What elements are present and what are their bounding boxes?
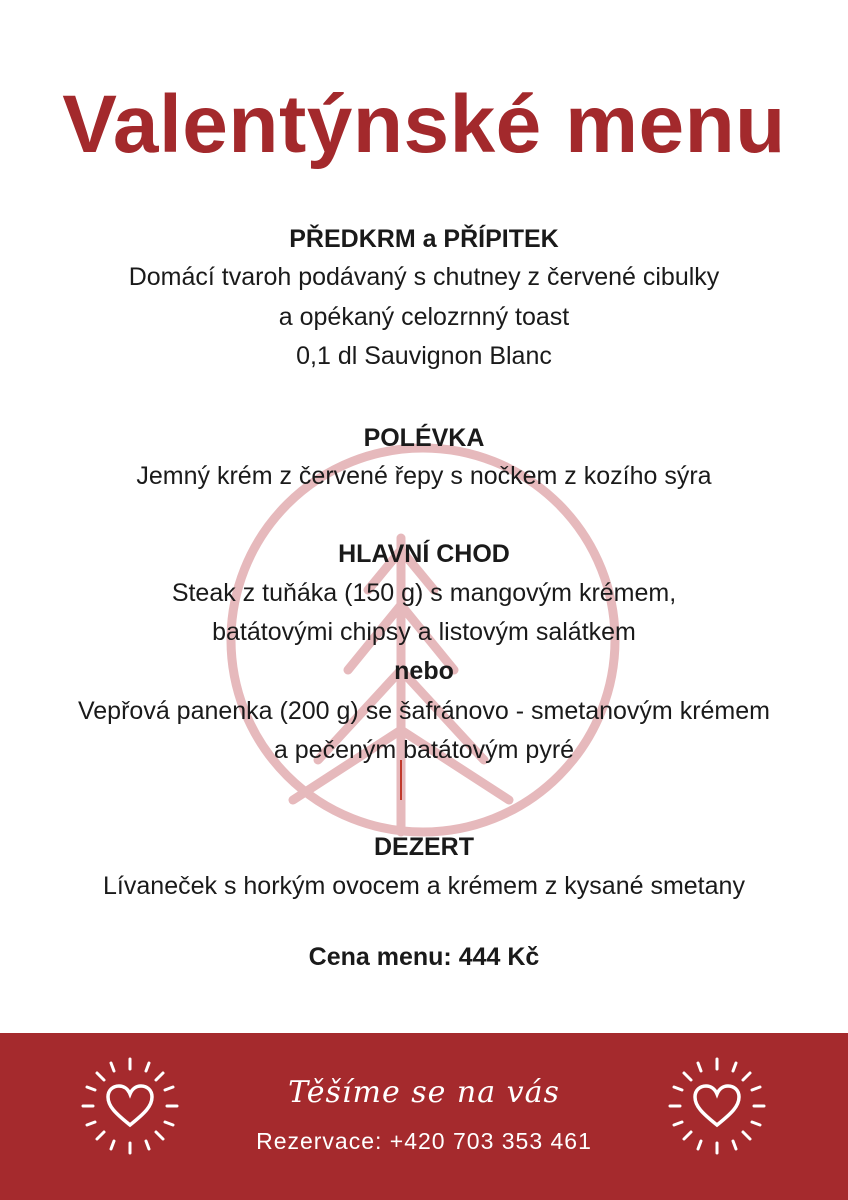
menu-line: 0,1 dl Sauvignon Blanc (296, 342, 552, 370)
menu-line: Domácí tvaroh podávaný s chutney z červené cibulky (128, 263, 720, 291)
menu-line: batátovými chipsy a listovým salátkem (212, 618, 636, 646)
menu-line: a pečeným batátovým pyré (273, 736, 575, 764)
section-heading-dessert: DEZERT (374, 833, 474, 861)
menu-line: Jemný krém z červené řepy s nočkem z kozího sýra (136, 462, 712, 490)
footer-banner (0, 1033, 848, 1200)
section-heading-main: HLAVNÍ CHOD (338, 540, 510, 568)
menu-line: Vepřová panenka (200 g) se šafránovo - smetanovým krémem (77, 697, 770, 725)
section-heading-soup: POLÉVKA (363, 424, 485, 452)
section-heading-starter: PŘEDKRM a PŘÍPITEK (289, 225, 559, 253)
page-title: Valentýnské menu (62, 79, 786, 170)
heart-icon (662, 1051, 772, 1161)
menu-line: Lívaneček s horkým ovocem a krémem z kysané smetany (103, 872, 745, 900)
menu-price: Cena menu: 444 Kč (308, 943, 540, 971)
menu-line: a opékaný celozrnný toast (278, 303, 570, 331)
reservation-phone: Rezervace: +420 703 353 461 (256, 1128, 592, 1154)
menu-line: Steak z tuňáka (150 g) s mangovým krémem, (171, 579, 677, 607)
welcome-text: Těšíme se na vás (288, 1075, 560, 1110)
or-label: nebo (394, 657, 454, 685)
